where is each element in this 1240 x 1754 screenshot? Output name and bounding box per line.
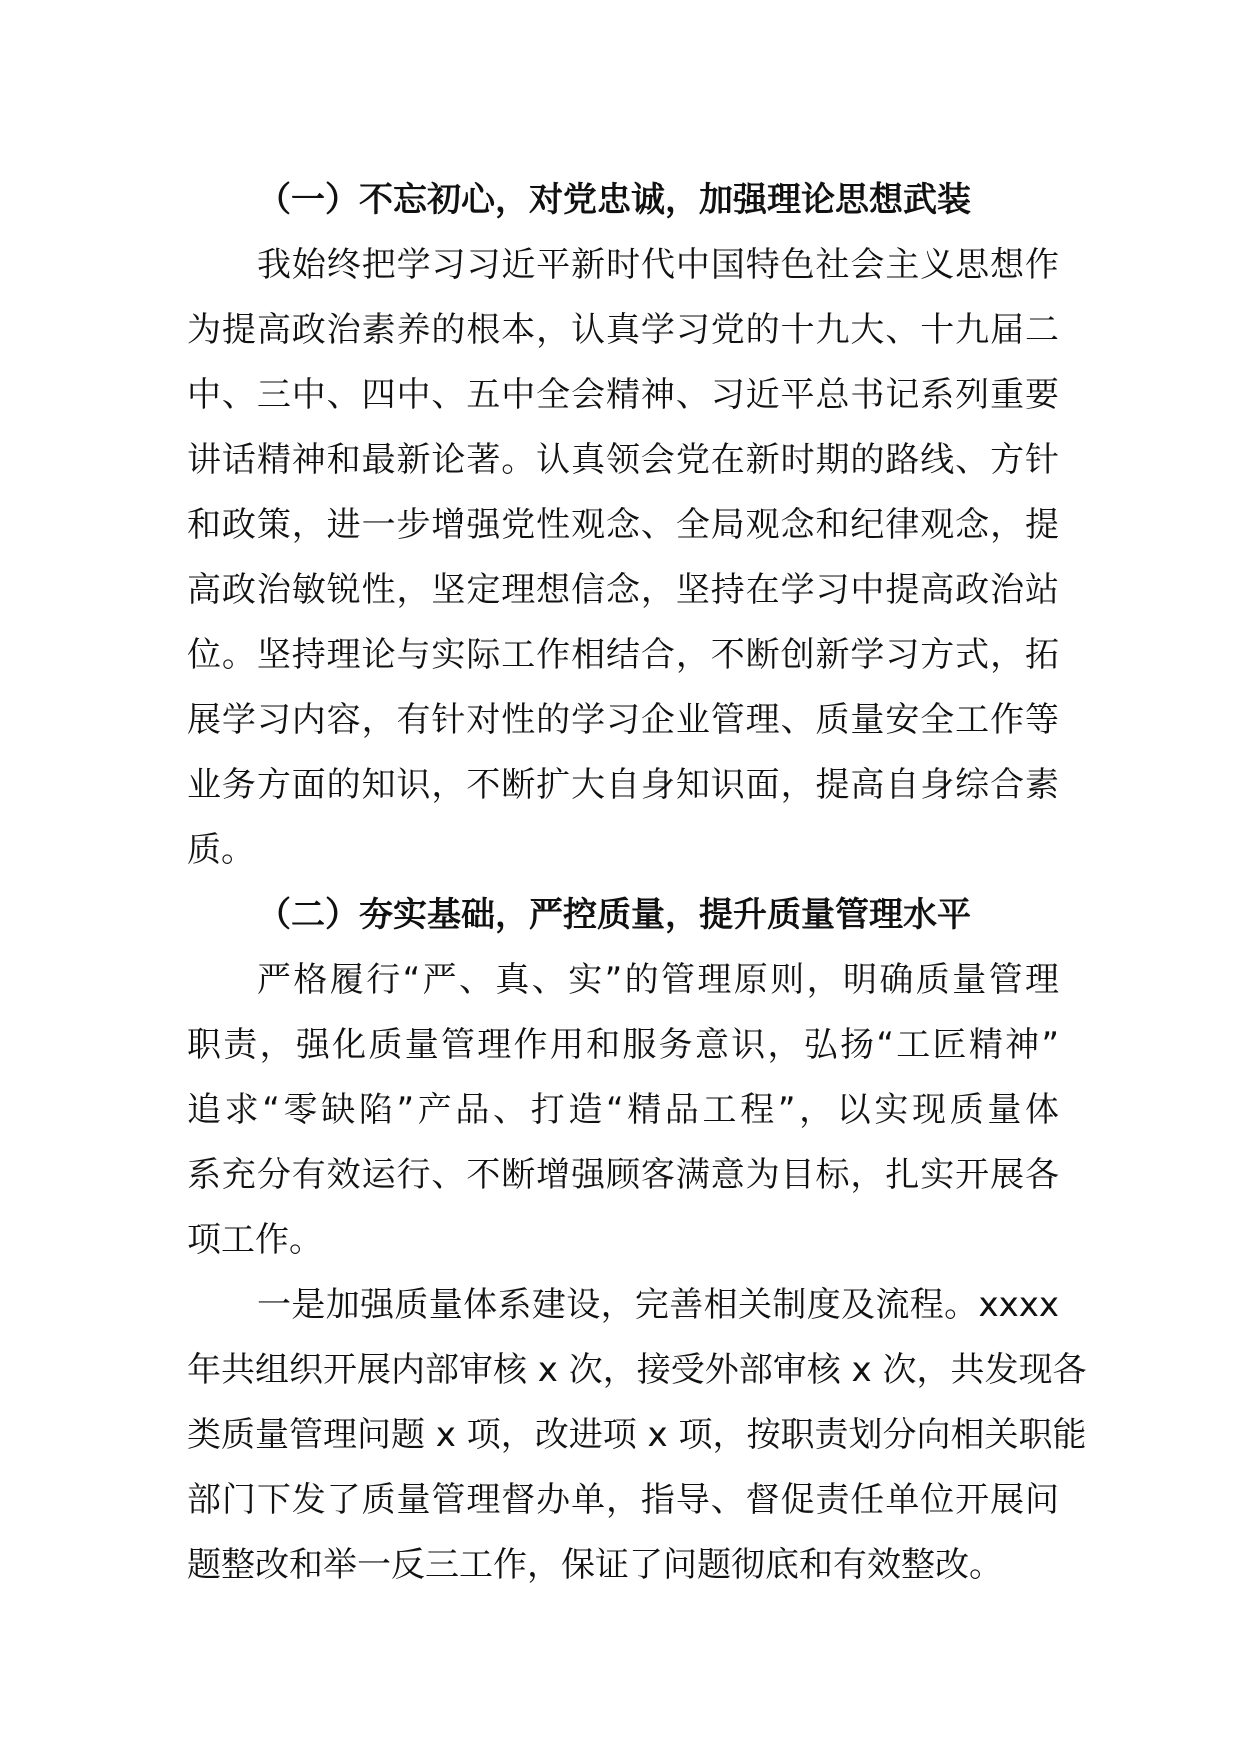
paragraph-line: 题整改和举一反三工作，保证了问题彻底和有效整改。: [187, 1545, 1003, 1585]
document-body: [187, 168, 1087, 1598]
paragraph-line: 位。坚持理论与实际工作相结合，不断创新学习方式，拓: [187, 635, 1059, 675]
paragraph-line: 为提高政治素养的根本，认真学习党的十九大、十九届二: [187, 310, 1059, 350]
section-heading: （一）不忘初心，对党忠诚，加强理论思想武装: [257, 180, 971, 220]
paragraph-line: 项工作。: [187, 1220, 323, 1260]
paragraph-line: 我始终把学习习近平新时代中国特色社会主义思想作: [257, 245, 1059, 285]
paragraph-line: 职责，强化质量管理作用和服务意识，弘扬“工匠精神”: [187, 1025, 1059, 1065]
paragraph-line: 讲话精神和最新论著。认真领会党在新时期的路线、方针: [187, 440, 1059, 480]
paragraph-line: 和政策，进一步增强党性观念、全局观念和纪律观念，提: [187, 505, 1059, 545]
paragraph: [187, 948, 1059, 1273]
section-heading: （二）夯实基础，严控质量，提升质量管理水平: [257, 895, 971, 935]
paragraph-line: 一是加强质量体系建设，完善相关制度及流程。xxxx: [257, 1285, 1059, 1325]
paragraph-line: 高政治敏锐性，坚定理想信念，坚持在学习中提高政治站: [187, 570, 1059, 610]
paragraph: [187, 233, 1059, 883]
paragraph-line: 追求“零缺陷”产品、打造“精品工程”，以实现质量体: [187, 1090, 1059, 1130]
paragraph-line: 系充分有效运行、不断增强顾客满意为目标，扎实开展各: [187, 1155, 1059, 1195]
paragraph-line: 中、三中、四中、五中全会精神、习近平总书记系列重要: [187, 375, 1059, 415]
paragraph-line: 严格履行“严、真、实”的管理原则，明确质量管理: [257, 960, 1059, 1000]
paragraph-line: 业务方面的知识，不断扩大自身知识面，提高自身综合素: [187, 765, 1059, 805]
paragraph-line: 质。: [187, 830, 255, 870]
paragraph-line: 年共组织开展内部审核 x 次，接受外部审核 x 次，共发现各: [187, 1350, 1087, 1390]
paragraph-line: 部门下发了质量管理督办单，指导、督促责任单位开展问: [187, 1480, 1059, 1520]
paragraph-line: 类质量管理问题 x 项，改进项 x 项，按职责划分向相关职能: [187, 1415, 1087, 1455]
paragraph: [187, 1273, 1087, 1598]
paragraph-line: 展学习内容，有针对性的学习企业管理、质量安全工作等: [187, 700, 1059, 740]
